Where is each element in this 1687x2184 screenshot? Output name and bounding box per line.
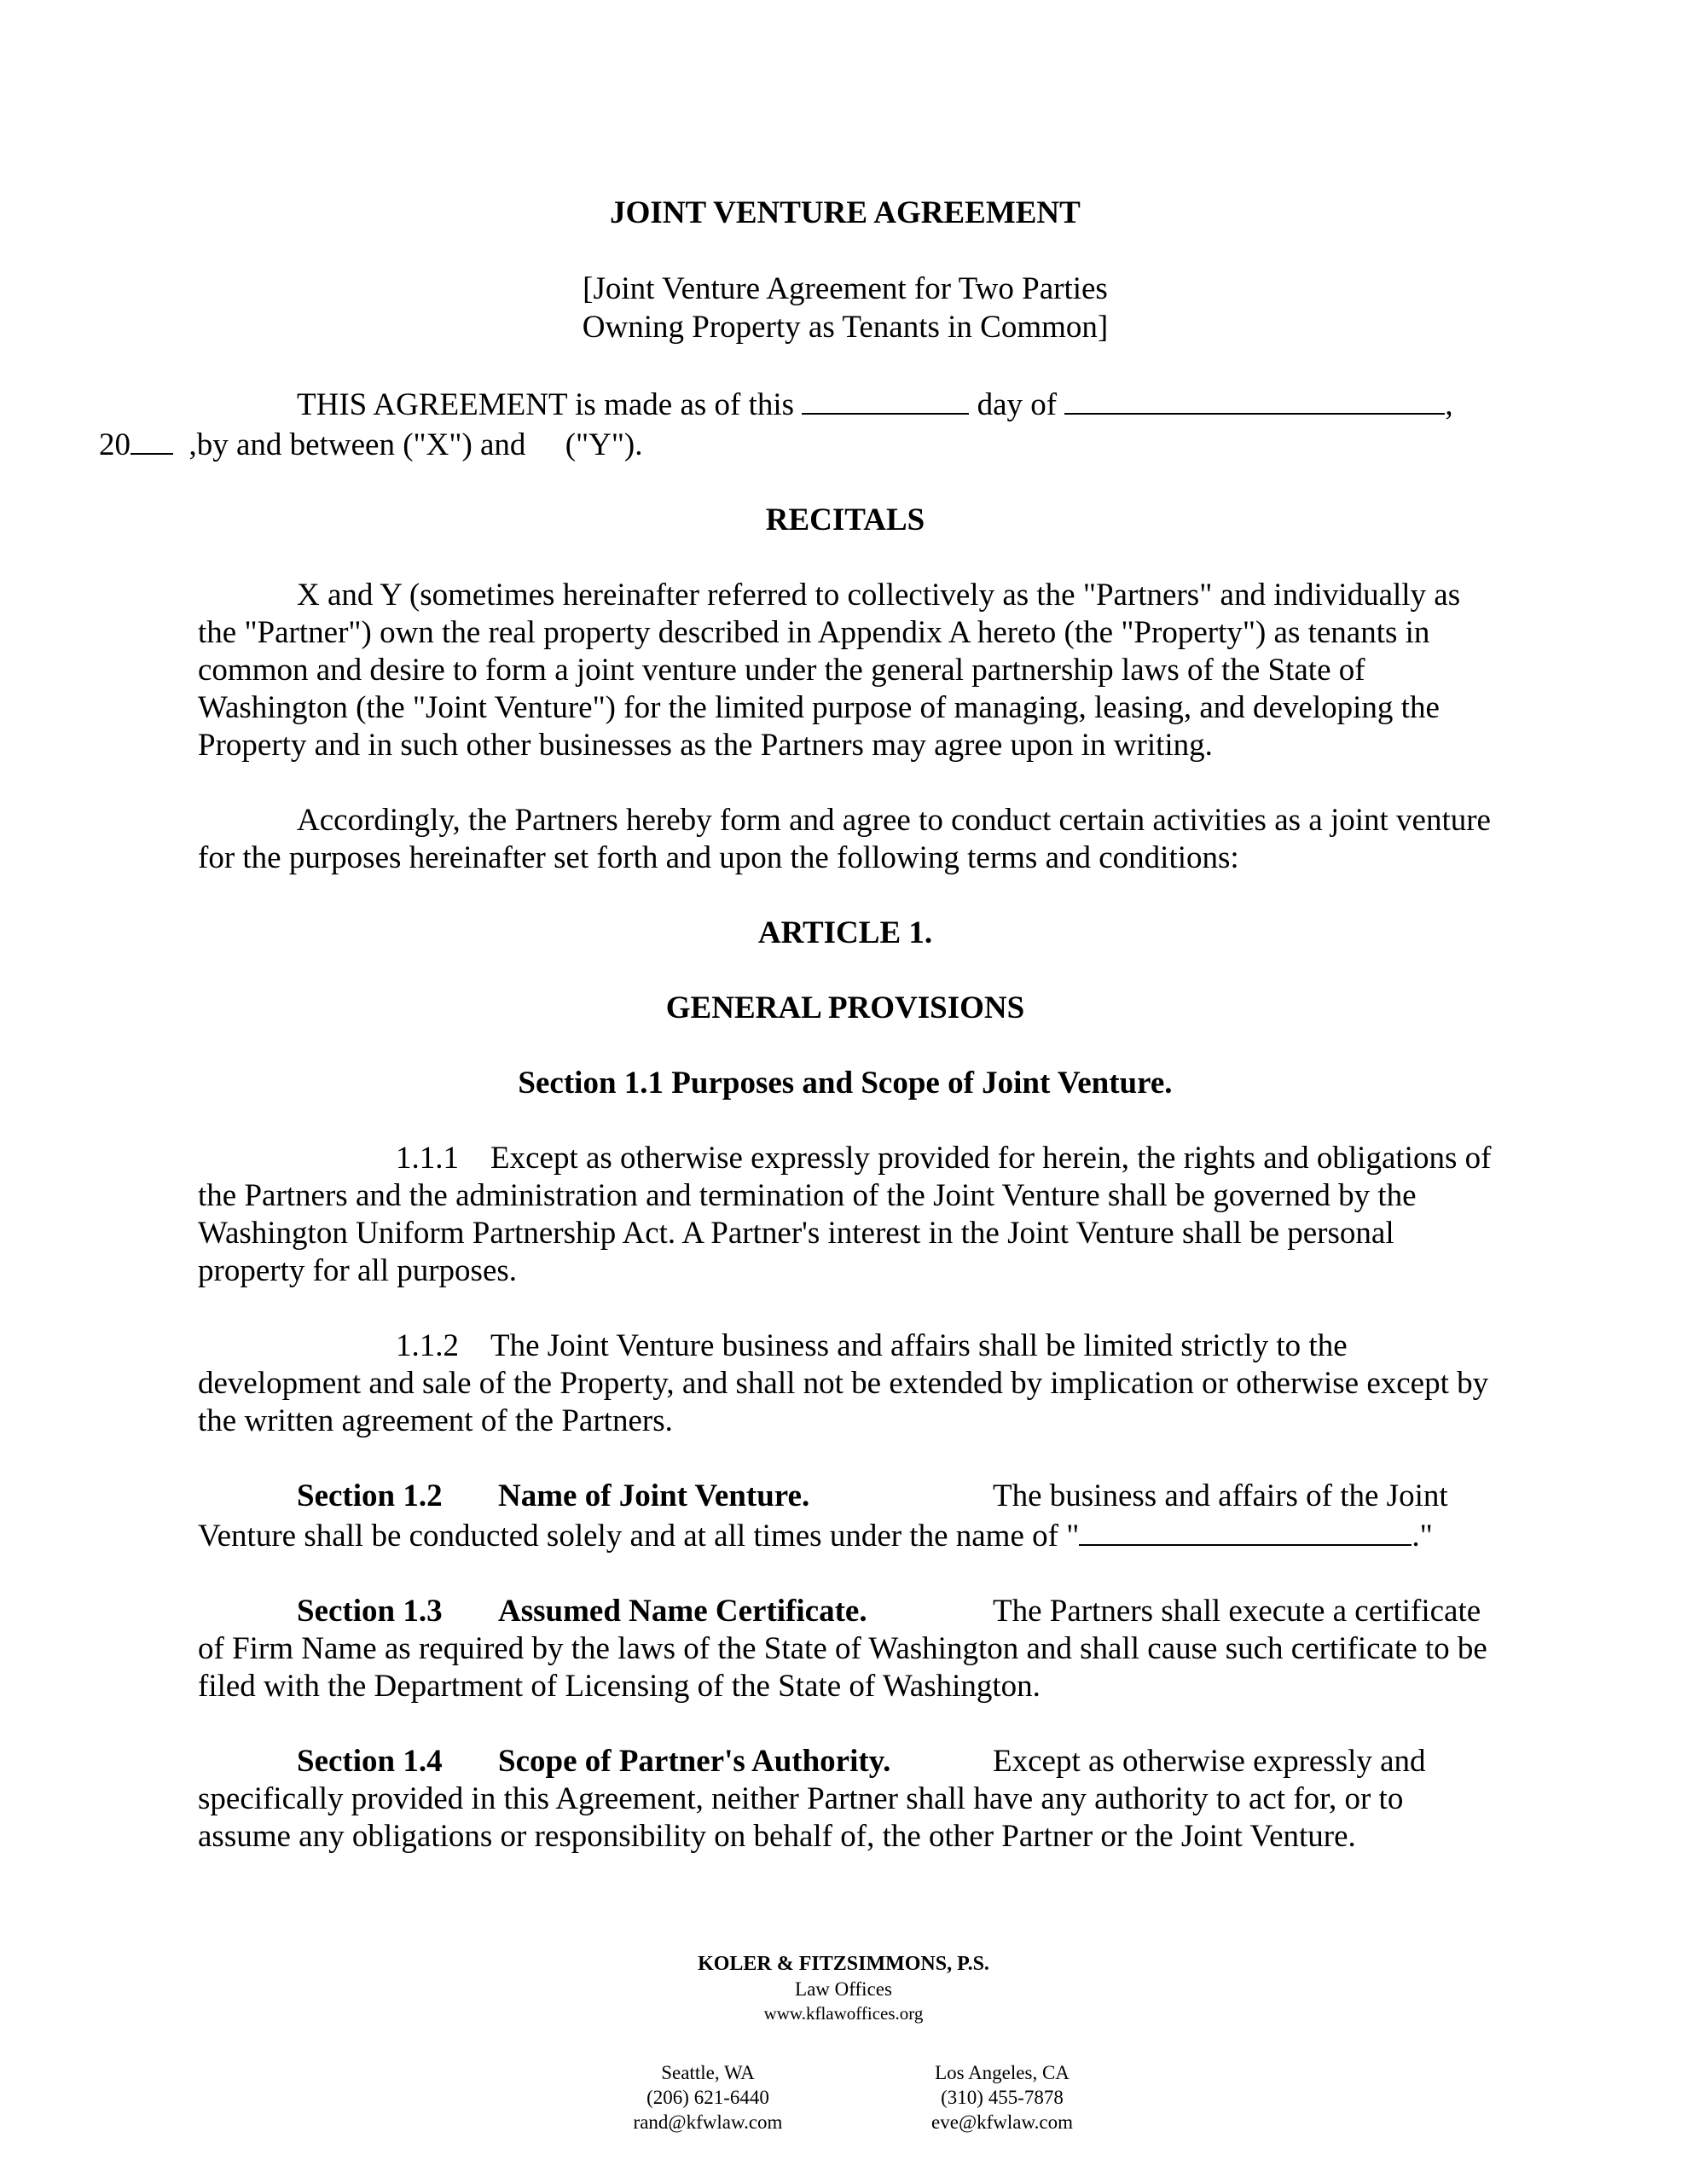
intro-text-4: ,by and between ("X") and <box>188 427 526 462</box>
subsection-1-1-2-text: The Joint Venture business and affairs shall be limited strictly to the development and sale of the Property, and shall not be extended by implication or otherwise except by the written agreement of the Partners. <box>198 1328 1489 1438</box>
article-heading: ARTICLE 1. <box>757 915 933 950</box>
section-1-1-heading: Section 1.1 Purposes and Scope of Joint Venture. <box>518 1066 1173 1101</box>
office-city: Los Angeles, CA <box>935 2062 1070 2083</box>
document-body <box>99 195 1493 1893</box>
office-city: Seattle, WA <box>661 2062 755 2083</box>
office-phone: (310) 455-7878 <box>941 2087 1064 2108</box>
intro-text-1: THIS AGREEMENT is made as of this <box>297 387 795 422</box>
section-1-4-label: Section 1.4 <box>297 1744 443 1779</box>
subsection-1-1-2-number: 1.1.2 <box>396 1328 459 1363</box>
article-title: GENERAL PROVISIONS <box>665 990 1025 1025</box>
document-subtitle <box>198 270 1493 346</box>
section-1-2-end: ." <box>1412 1519 1433 1554</box>
subtitle-line-1: [Joint Venture Agreement for Two Parties <box>583 271 1108 306</box>
section-1-4 <box>198 1743 1493 1856</box>
section-1-3-label: Section 1.3 <box>297 1594 443 1629</box>
section-1-2 <box>198 1478 1493 1555</box>
month-blank <box>1064 384 1445 415</box>
subsection-1-1-1 <box>198 1140 1493 1290</box>
section-1-2-title: Name of Joint Venture. <box>498 1478 810 1513</box>
section-1-4-text: Except as otherwise expressly and specifically provided in this Agreement, neither Partner shall have any authority to act for, or to assume any obligations or responsibility on behalf of, the other Partner or the Joint Venture. <box>198 1744 1426 1854</box>
subsection-1-1-2 <box>198 1327 1493 1440</box>
section-1-2-label: Section 1.2 <box>297 1478 443 1513</box>
subsection-1-1-1-number: 1.1.1 <box>396 1141 459 1176</box>
intro-text-2: day of <box>977 387 1058 422</box>
year-prefix: 20 <box>99 427 130 462</box>
recitals-heading: RECITALS <box>765 502 925 537</box>
office-seattle <box>571 2060 844 2135</box>
joint-venture-name-blank <box>1079 1515 1412 1546</box>
office-phone: (206) 621-6440 <box>646 2087 769 2108</box>
footer-firm-subtitle: Law Offices <box>795 1978 892 2000</box>
document-title: JOINT VENTURE AGREEMENT <box>610 195 1081 230</box>
subtitle-line-2: Owning Property as Tenants in Common] <box>582 310 1109 345</box>
section-1-3 <box>198 1593 1493 1705</box>
section-1-2-text: The business and affairs of the Joint Venture shall be conducted solely and at all times under the name of " <box>198 1478 1448 1554</box>
office-email: eve@kfwlaw.com <box>931 2111 1073 2133</box>
office-email: rand@kfwlaw.com <box>633 2111 783 2133</box>
year-line <box>99 424 643 464</box>
footer-firm-url: www.kflawoffices.org <box>763 2003 924 2024</box>
footer-firm-name: KOLER & FITZSIMMONS, P.S. <box>698 1953 989 1975</box>
intro-text-5: ("Y"). <box>565 427 643 462</box>
intro-text-3: , <box>1445 387 1453 422</box>
office-los-angeles <box>866 2060 1139 2135</box>
subsection-1-1-1-text: Except as otherwise expressly provided for herein, the rights and obligations of the Partners and the administration and termination of the Joint Venture shall be governed by the Washington Uniform Partnership Act. A Partner's interest in the Joint Venture shall be personal property for all purposes. <box>198 1141 1492 1288</box>
footer-firm-block <box>0 1952 1687 2026</box>
intro-paragraph <box>99 384 1493 464</box>
recitals-paragraph-1: X and Y (sometimes hereinafter referred to collectively as the "Partners" and individually as the "Partner") own the real property described in Appendix A hereto (the "Property") as tenants in common and desire to form a joint venture under the general partnership laws of the State of Washington (the "Joint Venture") for the limited purpose of managing, leasing, and developing the Property and in such other businesses as the Partners may agree upon in writing. <box>198 578 1461 763</box>
day-blank <box>802 384 969 415</box>
section-1-4-title: Scope of Partner's Authority. <box>498 1744 891 1779</box>
section-1-3-title: Assumed Name Certificate. <box>498 1594 867 1629</box>
section-1-3-text: The Partners shall execute a certificate of Firm Name as required by the laws of the State of Washington and shall cause such certificate to be filed with the Department of Licensing of the State of Washington. <box>198 1594 1487 1704</box>
recitals-paragraph-2: Accordingly, the Partners hereby form and agree to conduct certain activities as a joint venture for the purposes hereinafter set forth and upon the following terms and conditions: <box>198 803 1491 875</box>
year-blank <box>130 424 173 455</box>
